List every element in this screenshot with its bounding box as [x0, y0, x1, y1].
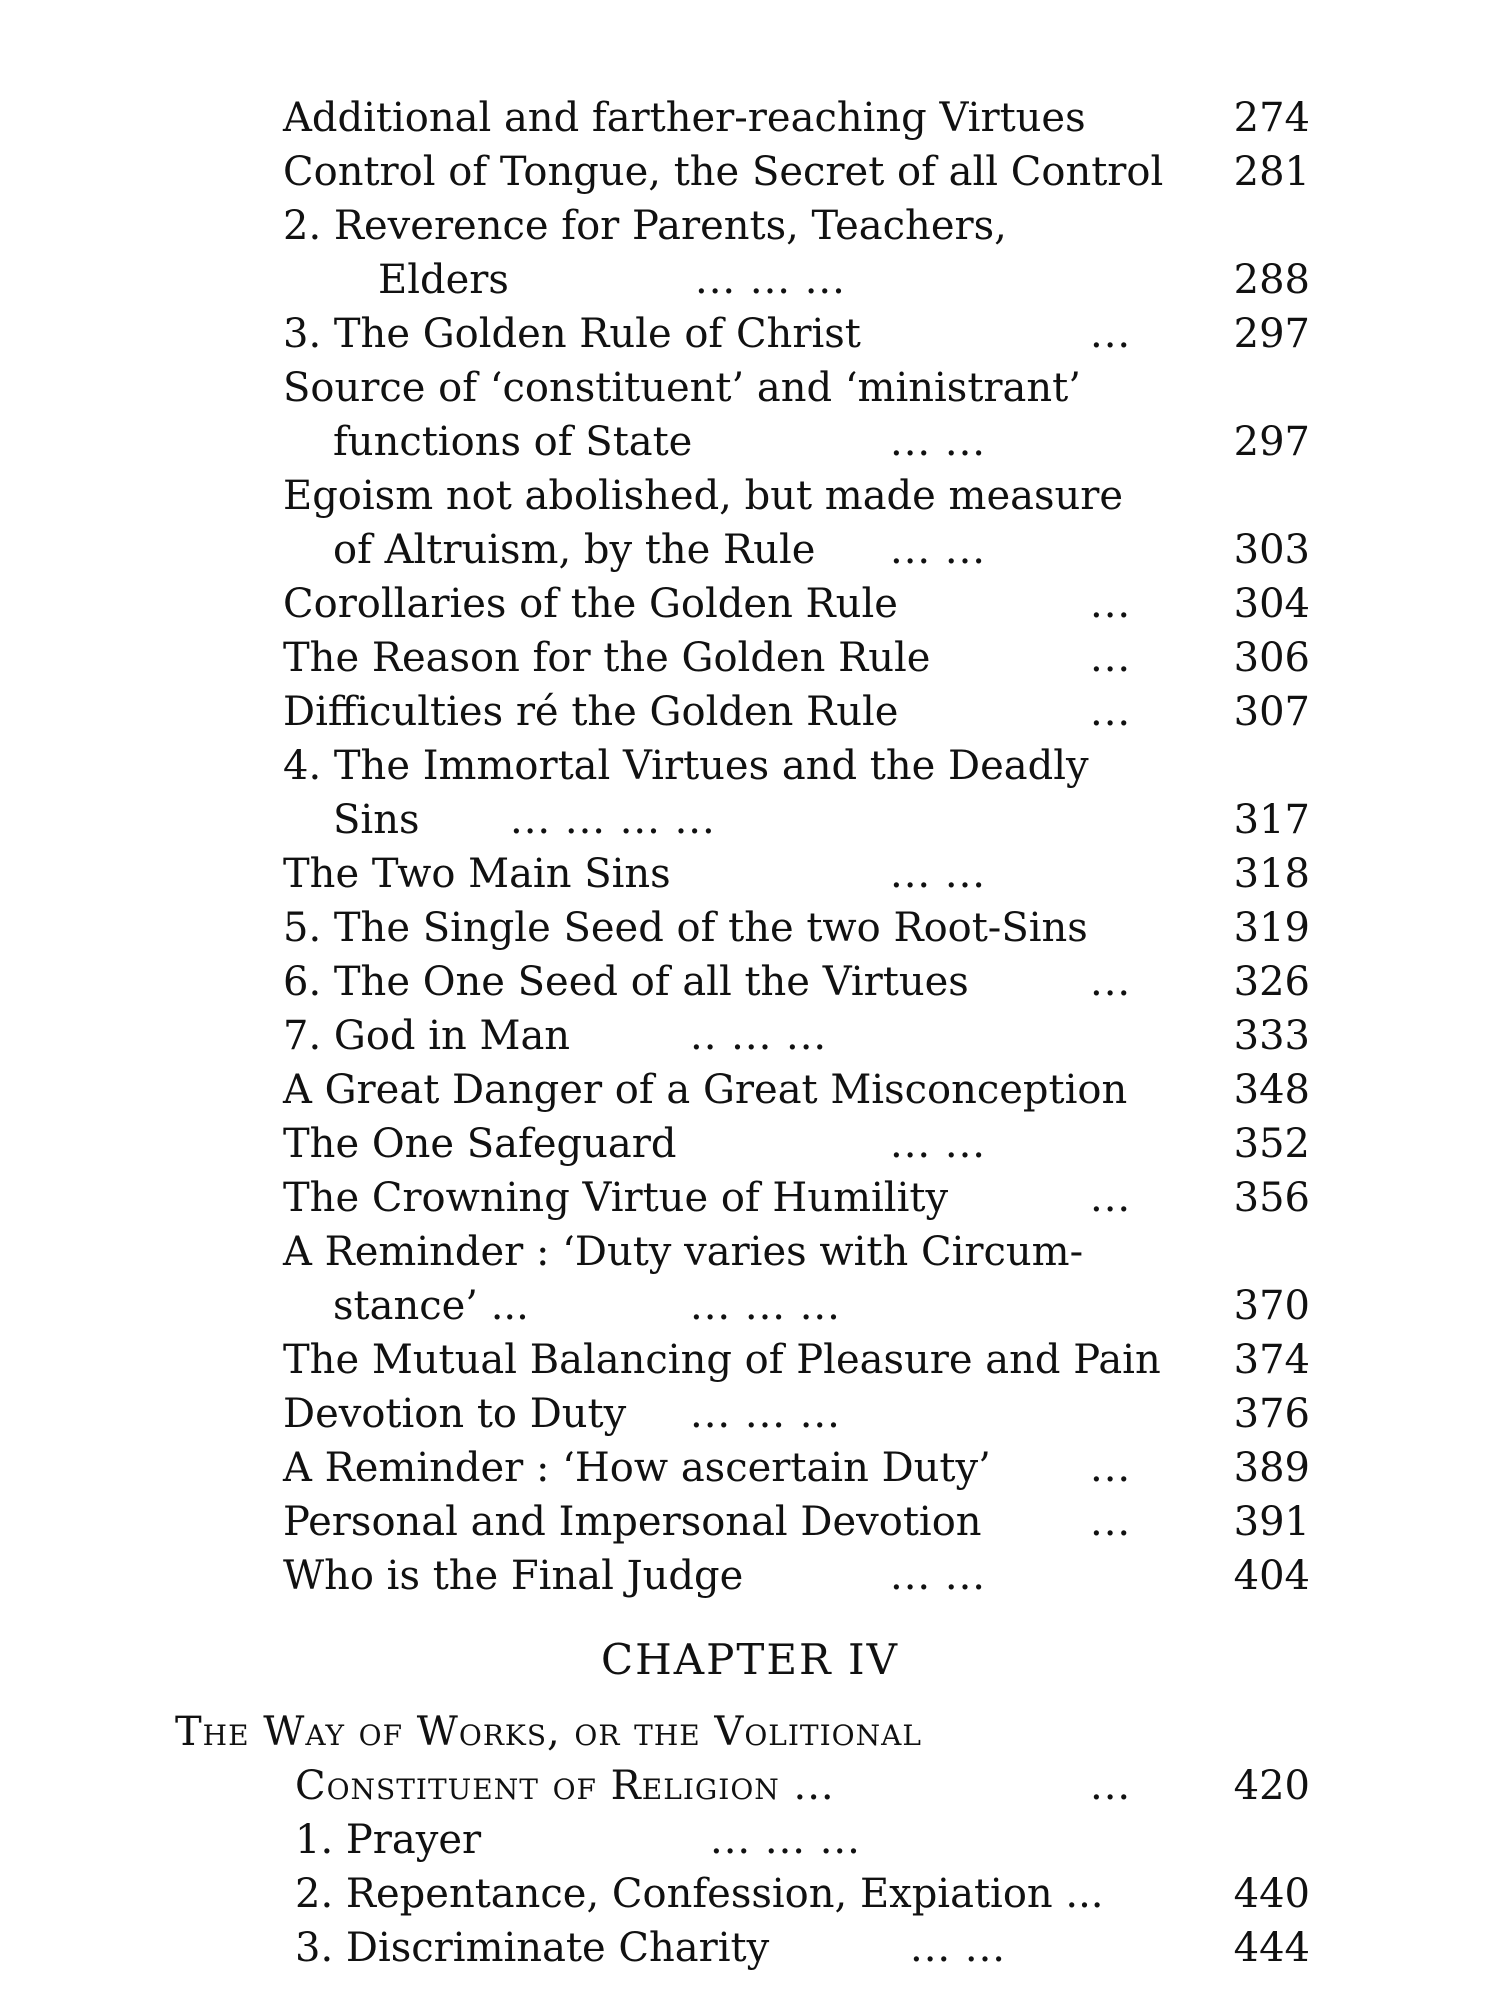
- page-number: 288: [1233, 257, 1310, 303]
- dot-leader: ... ...: [890, 1553, 987, 1599]
- entry-title: 1. Prayer: [295, 1817, 482, 1863]
- dot-leader: .. ... ...: [690, 1013, 828, 1059]
- page-number: 374: [1233, 1337, 1310, 1383]
- page-number: 370: [1233, 1283, 1310, 1329]
- entry-title: Source of ‘constituent’ and ‘ministrant’: [283, 365, 1081, 411]
- entry-title: Elders: [378, 257, 509, 303]
- dot-leader: ... ... ... ...: [510, 797, 716, 843]
- page-number: 319: [1233, 905, 1310, 951]
- entry-title: stance’ ...: [333, 1283, 529, 1329]
- page-number: 297: [1233, 311, 1310, 357]
- dot-leader: ...: [1090, 635, 1132, 681]
- entry-title: Corollaries of the Golden Rule: [283, 581, 898, 627]
- chapter-title: Constituent of Religion ...: [295, 1763, 835, 1809]
- dot-leader: ... ...: [890, 419, 987, 465]
- dot-leader: ... ... ...: [690, 1391, 841, 1437]
- entry-title: 7. God in Man: [283, 1013, 571, 1059]
- page-number: 333: [1233, 1013, 1310, 1059]
- page-number: 307: [1233, 689, 1310, 735]
- page-number: 348: [1233, 1067, 1310, 1113]
- entry-title: 3. Discriminate Charity: [295, 1925, 770, 1971]
- page-number: 440: [1233, 1871, 1310, 1917]
- entry-title: 4. The Immortal Virtues and the Deadly: [283, 743, 1089, 789]
- dot-leader: ...: [1090, 959, 1132, 1005]
- entry-title: Difficulties ré the Golden Rule: [283, 689, 899, 735]
- page-number: 318: [1233, 851, 1310, 897]
- entry-title: Additional and farther-reaching Virtues: [283, 95, 1086, 141]
- entry-title: A Reminder : ‘How ascertain Duty’: [283, 1445, 991, 1491]
- page-number: 297: [1233, 419, 1310, 465]
- entry-title: Personal and Impersonal Devotion: [283, 1499, 982, 1545]
- page-number: 352: [1233, 1121, 1310, 1167]
- page-number: 444: [1233, 1925, 1310, 1971]
- entry-title: Egoism not abolished, but made measure: [283, 473, 1124, 519]
- chapter-title: The Way of Works, or the Volitional: [175, 1709, 922, 1755]
- entry-title: Control of Tongue, the Secret of all Control: [283, 149, 1164, 195]
- entry-title: 6. The One Seed of all the Virtues: [283, 959, 969, 1005]
- dot-leader: ...: [1090, 1499, 1132, 1545]
- dot-leader: ...: [1090, 311, 1132, 357]
- entry-title: The Reason for the Golden Rule: [283, 635, 931, 681]
- entry-title: 5. The Single Seed of the two Root-Sins: [283, 905, 1088, 951]
- dot-leader: ...: [1090, 689, 1132, 735]
- page-number: 376: [1233, 1391, 1310, 1437]
- page-number: 326: [1233, 959, 1310, 1005]
- dot-leader: ...: [1090, 1175, 1132, 1221]
- page-number: 404: [1233, 1553, 1310, 1599]
- entry-title: of Altruism, by the Rule: [333, 527, 816, 573]
- entry-title: The Mutual Balancing of Pleasure and Pain: [283, 1337, 1161, 1383]
- dot-leader: ... ...: [890, 527, 987, 573]
- entry-title: Devotion to Duty: [283, 1391, 627, 1437]
- chapter-heading: CHAPTER IV: [601, 1635, 899, 1684]
- dot-leader: ... ... ...: [690, 1283, 841, 1329]
- entry-title: Who is the Final Judge: [283, 1553, 744, 1599]
- page-number: 420: [1233, 1763, 1310, 1809]
- dot-leader: ...: [1090, 1445, 1132, 1491]
- entry-title: The Two Main Sins: [283, 851, 671, 897]
- entry-title: 2. Repentance, Confession, Expiation ...: [295, 1871, 1104, 1917]
- entry-title: 2. Reverence for Parents, Teachers,: [283, 203, 1007, 249]
- page-number: 317: [1233, 797, 1310, 843]
- entry-title: 3. The Golden Rule of Christ: [283, 311, 861, 357]
- entry-title: The One Safeguard: [283, 1121, 677, 1167]
- page-number: 274: [1233, 95, 1310, 141]
- dot-leader: ... ... ...: [695, 257, 846, 303]
- dot-leader: ... ...: [890, 851, 987, 897]
- page-number: 281: [1233, 149, 1310, 195]
- entry-title: functions of State: [333, 419, 693, 465]
- dot-leader: ... ... ...: [710, 1817, 861, 1863]
- entry-title: A Reminder : ‘Duty varies with Circum-: [283, 1229, 1084, 1275]
- entry-title: A Great Danger of a Great Misconception: [283, 1067, 1128, 1113]
- dot-leader: ...: [1090, 581, 1132, 627]
- page-number: 303: [1233, 527, 1310, 573]
- dot-leader: ... ...: [890, 1121, 987, 1167]
- page-number: 306: [1233, 635, 1310, 681]
- entry-title: Sins: [333, 797, 420, 843]
- page-number: 304: [1233, 581, 1310, 627]
- page-number: 391: [1233, 1499, 1310, 1545]
- page-number: 356: [1233, 1175, 1310, 1221]
- page-number: 389: [1233, 1445, 1310, 1491]
- entry-title: The Crowning Virtue of Humility: [283, 1175, 949, 1221]
- dot-leader: ... ...: [910, 1925, 1007, 1971]
- dot-leader: ...: [1090, 1763, 1132, 1809]
